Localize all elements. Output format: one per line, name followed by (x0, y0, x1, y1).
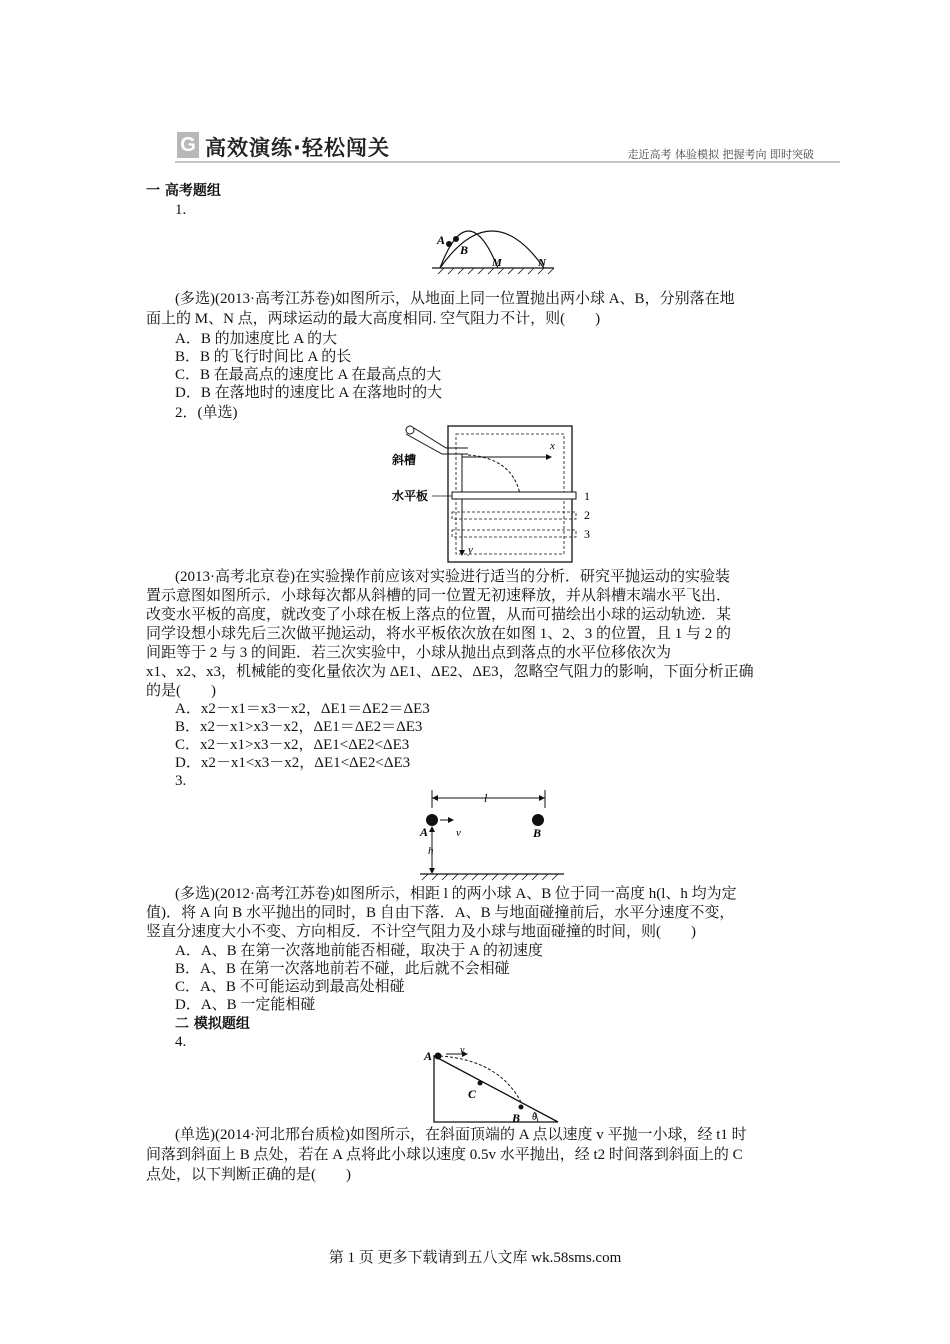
q2-option-a: A．x2－x1＝x3－x2，ΔE1＝ΔE2＝ΔE3 (175, 701, 430, 717)
section-heading-moni: 二 模拟题组 (175, 1016, 250, 1032)
q2-label-y: y (468, 544, 473, 556)
q4-incline-figure (420, 1044, 566, 1126)
q2-apparatus-figure (392, 422, 612, 567)
q3-label-b: B (533, 826, 542, 840)
q2-number: 2．(单选) (175, 405, 238, 421)
q1-stem-line2: 面上的 M、N 点，两球运动的最大高度相同. 空气阻力不计，则( ) (146, 311, 601, 327)
q1-label-n: N (538, 257, 546, 269)
q1-option-b: B．B 的飞行时间比 A 的长 (175, 349, 352, 365)
q2-stem-line7: 的是( ) (146, 683, 216, 699)
q2-label-1: 1 (584, 489, 590, 503)
q4-stem-line2: 间落到斜面上 B 点处，若在 A 点将此小球以速度 0.5v 水平抛出，经 t2 时间落到斜面上的 C (146, 1147, 743, 1163)
q2-stem-line5: 间距等于 2 与 3 的间距．若三次实验中，小球从抛出点到落点的水平位移依次为 (146, 645, 672, 661)
q3-option-d: D．A、B 一定能相碰 (175, 997, 316, 1013)
q1-option-c: C．B 在最高点的速度比 A 在最高点的大 (175, 367, 442, 383)
q2-stem-line6: x1、x2、x3，机械能的变化量依次为 ΔE1、ΔE2、ΔE3，忽略空气阻力的影响，下面分析正确 (146, 664, 754, 680)
page-footer: 第 1 页 更多下载请到五八文库 wk.58sms.com (328, 1250, 622, 1266)
q2-label-2: 2 (584, 508, 590, 522)
q3-stem-line1: (多选)(2012·高考江苏卷)如图所示，相距 l 的两小球 A、B 位于同一高度 h(l、h 均为定 (175, 886, 737, 902)
q1-label-b: B (460, 243, 469, 257)
q3-number: 3. (175, 773, 187, 789)
q1-label-a: A (437, 233, 446, 247)
q4-label-c: C (468, 1087, 477, 1101)
q2-stem-line3: 改变水平板的高度，就改变了小球在板上落点的位置，从而可描绘出小球的运动轨迹．某 (146, 607, 732, 623)
q3-stem-line2: 值)．将 A 向 B 水平抛出的同时，B 自由下落．A、B 与地面碰撞前后，水平分速度不变， (146, 905, 735, 921)
q4-number: 4. (175, 1034, 187, 1050)
q4-label-theta: θ (532, 1112, 537, 1123)
q2-label-x: x (550, 440, 555, 452)
q3-two-balls-figure (412, 786, 572, 886)
q3-label-l: l (484, 791, 488, 805)
q4-stem-line3: 点处，以下判断正确的是( ) (146, 1167, 351, 1183)
q1-projectile-figure (428, 212, 558, 274)
q3-label-h: h (428, 845, 434, 857)
q3-option-b: B．A、B 在第一次落地前若不碰，此后就不会相碰 (175, 961, 510, 977)
q4-stem-line1: (单选)(2014·河北邢台质检)如图所示，在斜面顶端的 A 点以速度 v 平抛一小球，经 t1 时 (175, 1127, 747, 1143)
q1-stem-line1: (多选)(2013·高考江苏卷)如图所示，从地面上同一位置抛出两小球 A、B，分别落在地 (175, 291, 735, 307)
banner-title: 高效演练·轻松闯关 (205, 136, 390, 160)
q1-number: 1. (175, 202, 187, 218)
q2-stem-line1: (2013·高考北京卷)在实验操作前应该对实验进行适当的分析．研究平抛运动的实验装 (175, 569, 730, 585)
banner-slogan: 走近高考 体验模拟 把握考向 即时突破 (627, 148, 814, 161)
q2-option-b: B．x2－x1>x3－x2，ΔE1＝ΔE2＝ΔE3 (175, 719, 423, 735)
q2-stem-line4: 同学设想小球先后三次做平抛运动，将水平板依次放在如图 1、2、3 的位置，且 1 与 2 的 (146, 626, 732, 642)
q2-label-3: 3 (584, 527, 590, 541)
q1-option-d: D．B 在落地时的速度比 A 在落地时的大 (175, 385, 443, 401)
q2-label-board: 水平板 (392, 489, 429, 503)
q4-label-a: A (424, 1049, 433, 1063)
q3-label-a: A (420, 825, 429, 839)
section-banner (175, 126, 840, 166)
section-heading-gaokao: 一 高考题组 (146, 183, 221, 199)
q3-label-v: v (456, 827, 461, 839)
q4-label-b: B (512, 1111, 521, 1125)
q2-label-chute: 斜槽 (392, 453, 417, 467)
banner-logo-icon: G (177, 132, 199, 158)
q4-label-v: v (460, 1045, 465, 1056)
q3-stem-line3: 竖直分速度大小不变、方向相反．不计空气阻力及小球与地面碰撞的时间，则( ) (146, 924, 696, 940)
banner-rule (175, 161, 840, 163)
q2-option-c: C．x2－x1>x3－x2，ΔE1<ΔE2<ΔE3 (175, 737, 410, 753)
q1-label-m: M (492, 257, 502, 269)
q2-option-d: D．x2－x1<x3－x2，ΔE1<ΔE2<ΔE3 (175, 755, 411, 771)
q2-stem-line2: 置示意图如图所示．小球每次都从斜槽的同一位置无初速释放，并从斜槽末端水平飞出． (146, 588, 732, 604)
q3-option-c: C．A、B 不可能运动到最高处相碰 (175, 979, 405, 995)
q1-option-a: A．B 的加速度比 A 的大 (175, 331, 338, 347)
q3-option-a: A．A、B 在第一次落地前能否相碰，取决于 A 的初速度 (175, 943, 543, 959)
